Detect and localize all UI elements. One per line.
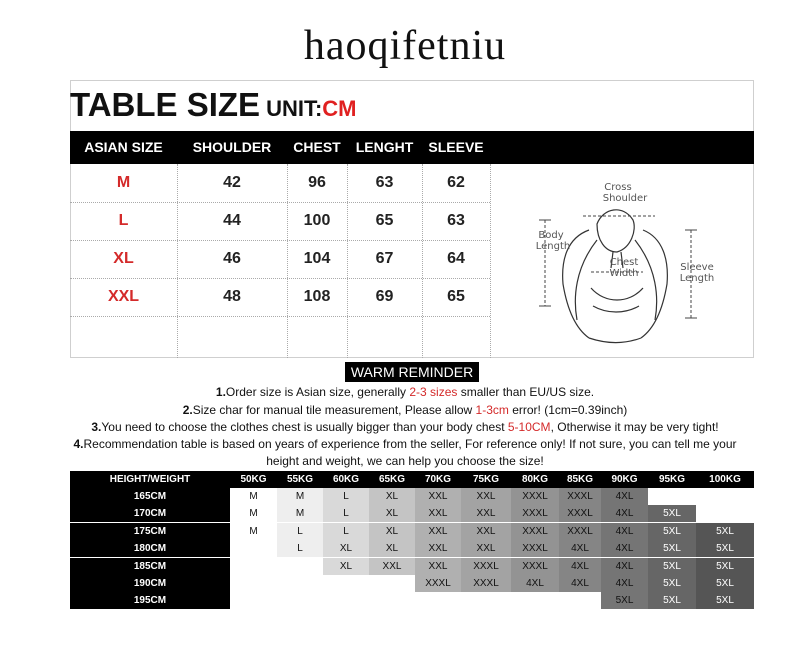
size-recommendation-cell (461, 592, 511, 609)
header-shoulder: SHOULDER (192, 139, 272, 155)
size-recommendation-cell: XXL (415, 488, 461, 505)
size-recommendation-cell: XXXL (511, 488, 559, 505)
label-cross-shoulder-2: Shoulder (602, 193, 648, 204)
size-table-header (70, 131, 754, 164)
size-table-title (70, 86, 357, 126)
size-recommendation-cell: 5XL (648, 523, 696, 540)
sleeve-cell: 62 (447, 174, 465, 191)
size-recommendation-cell: XXXL (461, 575, 511, 592)
size-recommendation-cell: M (277, 505, 323, 522)
size-recommendation-cell (277, 592, 323, 609)
header-weight: 75KG (472, 474, 500, 485)
note-highlight: 1-3cm (475, 403, 509, 417)
table-row (70, 240, 490, 278)
size-recommendation-cell: L (323, 505, 369, 522)
size-recommendation-cell: 4XL (601, 540, 648, 557)
size-recommendation-cell: 4XL (601, 523, 648, 540)
header-sleeve: SLEEVE (428, 139, 484, 155)
chest-cell: 96 (308, 174, 326, 191)
size-recommendation-cell: XXXL (461, 558, 511, 575)
size-recommendation-cell: XXL (415, 558, 461, 575)
size-recommendation-cell (696, 505, 754, 522)
size-recommendation-cell: XXXL (511, 505, 559, 522)
size-recommendation-cell: L (323, 488, 369, 505)
size-recommendation-cell (230, 540, 277, 557)
chest-cell: 108 (303, 288, 331, 305)
note-text: error! (1cm=0.39inch) (508, 403, 628, 417)
size-recommendation-cell (648, 488, 696, 505)
size-recommendation-cell: 5XL (696, 575, 754, 592)
note-highlight: 2-3 sizes (409, 385, 458, 399)
header-length: LENGHT (355, 139, 414, 155)
size-recommendation-cell: 4XL (601, 488, 648, 505)
size-recommendation-cell: L (277, 540, 323, 557)
size-cell: M (116, 174, 131, 191)
note-text: height and weight, we can help you choose the size! (266, 454, 544, 468)
size-recommendation-cell: 5XL (648, 505, 696, 522)
header-weight: 80KG (521, 474, 549, 485)
label-chest-width-2: Width (609, 268, 639, 279)
header-weight: 90KG (611, 474, 638, 485)
table-row (70, 202, 490, 240)
size-recommendation-cell: XXXL (511, 523, 559, 540)
size-recommendation-cell: 5XL (648, 540, 696, 557)
note-text: You need to choose the clothes chest is usually bigger than your body chest (101, 420, 508, 434)
size-recommendation-cell: L (323, 523, 369, 540)
size-recommendation-cell (559, 592, 601, 609)
size-recommendation-cell: XXL (415, 540, 461, 557)
size-cell: L (118, 212, 129, 229)
shoulder-cell: 46 (223, 250, 241, 267)
height-weight-header (70, 471, 754, 488)
height-label: 195CM (70, 592, 230, 609)
height-label: 180CM (70, 540, 230, 557)
size-recommendation-cell: 5XL (648, 575, 696, 592)
size-recommendation-cell: M (230, 505, 277, 522)
size-recommendation-cell (696, 488, 754, 505)
size-recommendation-cell (369, 592, 415, 609)
shoulder-cell: 42 (223, 174, 241, 191)
size-recommendation-cell (277, 575, 323, 592)
size-recommendation-cell (369, 575, 415, 592)
height-label: 175CM (70, 523, 230, 540)
size-recommendation-cell: 4XL (601, 575, 648, 592)
header-weight: 50KG (240, 474, 267, 485)
size-recommendation-cell: XXL (369, 558, 415, 575)
height-label: 190CM (70, 575, 230, 592)
reminder-note (0, 420, 810, 434)
title-unit-value: CM (322, 96, 357, 121)
table-row (70, 540, 754, 557)
header-height-weight: HEIGHT/WEIGHT (109, 474, 191, 485)
length-cell: 69 (375, 288, 394, 305)
header-asian-size: ASIAN SIZE (84, 139, 163, 155)
size-recommendation-cell (415, 592, 461, 609)
title-main: TABLE SIZE (70, 86, 261, 123)
size-recommendation-cell: 5XL (696, 558, 754, 575)
length-cell: 65 (375, 212, 394, 229)
size-recommendation-cell: M (230, 488, 277, 505)
size-recommendation-cell: 5XL (648, 558, 696, 575)
size-recommendation-cell: M (277, 488, 323, 505)
size-recommendation-cell (230, 558, 277, 575)
size-recommendation-cell: XL (323, 558, 369, 575)
size-recommendation-cell: XXXL (511, 558, 559, 575)
note-number: 3. (91, 420, 102, 434)
note-number: 4. (73, 437, 84, 451)
sleeve-cell: 65 (447, 288, 465, 305)
size-cell: XXL (107, 288, 140, 305)
size-recommendation-cell (230, 575, 277, 592)
size-recommendation-cell: XXXL (415, 575, 461, 592)
reminder-note (0, 385, 810, 399)
grid-line (490, 164, 491, 358)
size-recommendation-cell: XL (369, 523, 415, 540)
note-text: smaller than EU/US size. (457, 385, 595, 399)
height-label: 165CM (70, 488, 230, 505)
size-recommendation-cell: XXXL (559, 488, 601, 505)
size-recommendation-cell (323, 575, 369, 592)
note-number: 2. (182, 403, 193, 417)
size-recommendation-cell (230, 592, 277, 609)
size-recommendation-cell: XXXL (559, 523, 601, 540)
size-recommendation-cell: 5XL (696, 592, 754, 609)
height-label: 185CM (70, 558, 230, 575)
size-recommendation-cell (277, 558, 323, 575)
sleeve-cell: 63 (447, 212, 465, 229)
header-weight: 100KG (709, 474, 741, 485)
chest-cell: 100 (303, 212, 331, 229)
size-recommendation-cell: 4XL (559, 558, 601, 575)
table-row (70, 558, 754, 575)
label-sleeve-length-2: Length (679, 273, 715, 284)
size-recommendation-cell: XL (369, 505, 415, 522)
header-weight: 65KG (378, 474, 406, 485)
size-recommendation-cell: 4XL (511, 575, 559, 592)
note-number: 1. (215, 385, 226, 399)
size-recommendation-cell (323, 592, 369, 609)
height-label: 170CM (70, 505, 230, 522)
reminder-note (0, 454, 810, 468)
size-recommendation-cell: 5XL (601, 592, 648, 609)
shoulder-cell: 48 (223, 288, 241, 305)
warm-reminder-title: WARM REMINDER (345, 362, 479, 382)
header-weight: 95KG (658, 474, 686, 485)
label-body-length-2: Length (535, 241, 571, 252)
label-sleeve-length-1: Sleeve (680, 262, 714, 273)
table-row (70, 164, 490, 202)
table-row (70, 278, 490, 316)
size-recommendation-cell: 5XL (696, 523, 754, 540)
header-weight: 85KG (566, 474, 594, 485)
header-weight: 70KG (424, 474, 452, 485)
table-row (70, 505, 754, 522)
length-cell: 67 (375, 250, 394, 267)
size-recommendation-cell: XL (369, 540, 415, 557)
size-recommendation-cell: XXL (415, 505, 461, 522)
size-recommendation-cell: XXL (461, 523, 511, 540)
size-recommendation-cell: XXL (415, 523, 461, 540)
size-recommendation-cell: 4XL (601, 505, 648, 522)
hoodie-measurement-diagram (505, 168, 745, 348)
length-cell: 63 (375, 174, 394, 191)
shoulder-cell: 44 (223, 212, 241, 229)
title-unit-label: UNIT: (266, 96, 323, 121)
reminder-note (0, 437, 810, 451)
size-cell: XL (113, 250, 134, 267)
size-recommendation-cell: XXL (461, 540, 511, 557)
note-text: Order size is Asian size, generally (225, 385, 410, 399)
size-recommendation-cell: M (230, 523, 277, 540)
table-row (70, 592, 754, 609)
size-recommendation-cell (511, 592, 559, 609)
header-chest: CHEST (293, 139, 341, 155)
size-recommendation-cell: 4XL (559, 575, 601, 592)
chest-cell: 104 (303, 250, 331, 267)
table-row (70, 575, 754, 592)
sleeve-cell: 64 (447, 250, 465, 267)
header-weight: 60KG (332, 474, 360, 485)
note-text: Size char for manual tile measurement, Please allow (192, 403, 476, 417)
brand-title: haoqifetniu (303, 23, 507, 69)
size-table-body (70, 164, 490, 358)
size-recommendation-cell: XL (323, 540, 369, 557)
size-recommendation-cell: 4XL (601, 558, 648, 575)
size-recommendation-cell: 5XL (696, 540, 754, 557)
label-cross-shoulder-1: Cross (604, 182, 632, 193)
reminder-note (0, 403, 810, 417)
note-text: Recommendation table is based on years of experience from the seller, For reference only! If not sure, you can tell me your (83, 437, 737, 451)
table-row (70, 523, 754, 540)
note-text: , Otherwise it may be very tight! (550, 420, 719, 434)
size-recommendation-cell: XXXL (559, 505, 601, 522)
label-chest-width-1: Chest (609, 257, 639, 268)
note-highlight: 5-10CM (507, 420, 551, 434)
table-row (70, 488, 754, 505)
header-weight: 55KG (286, 474, 314, 485)
size-recommendation-cell: 4XL (559, 540, 601, 557)
size-recommendation-cell: XXL (461, 488, 511, 505)
size-recommendation-cell: 5XL (648, 592, 696, 609)
size-recommendation-cell: XXXL (511, 540, 559, 557)
size-recommendation-cell: XXL (461, 505, 511, 522)
label-body-length-1: Body (538, 230, 564, 241)
size-recommendation-cell: XL (369, 488, 415, 505)
size-recommendation-cell: L (277, 523, 323, 540)
